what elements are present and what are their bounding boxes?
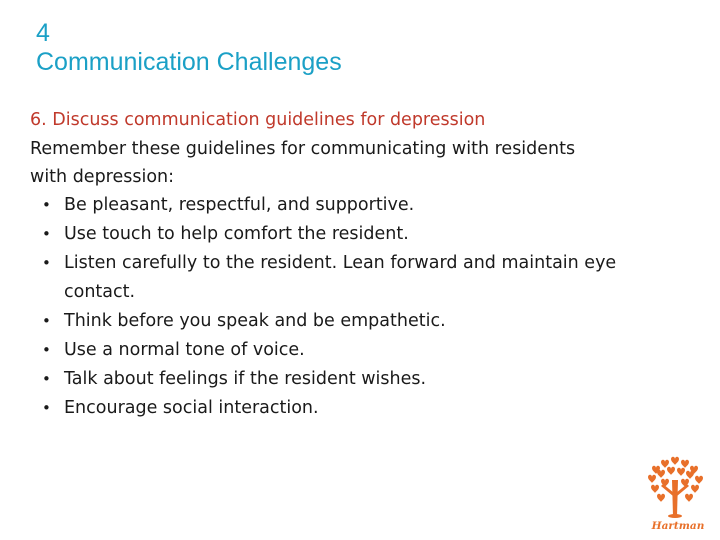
intro-text [30,135,680,191]
hartman-logo-wordmark: Hartman [651,520,705,532]
list-item: • Use a normal tone of voice. [64,336,680,365]
bullet-icon: • [42,225,51,243]
intro-line-1: Remember these guidelines for communicating with residents [30,139,576,159]
list-item: • Encourage social interaction. [64,394,680,423]
list-item: • Talk about feelings if the resident wishes. [64,365,680,394]
bullet-icon: • [42,341,51,359]
list-item: • Use touch to help comfort the resident. [64,220,680,249]
bullet-icon: • [42,254,51,272]
slide-title [36,19,342,77]
chapter-number: 4 [36,19,50,47]
guideline-list [30,191,680,423]
bullet-icon: • [42,312,51,330]
bullet-icon: • [42,196,51,214]
bullet-icon: • [42,370,51,388]
slide-body [30,106,680,423]
chapter-title: Communication Challenges [36,48,342,76]
learning-objective: 6. Discuss communication guidelines for depression [30,110,486,130]
list-item: • Think before you speak and be empathetic. [64,307,680,336]
list-item: • Listen carefully to the resident. Lean forward and maintain eye contact. [64,249,680,307]
list-item: • Be pleasant, respectful, and supportive. [64,191,680,220]
intro-line-2: with depression: [30,167,175,187]
bullet-icon: • [42,399,51,417]
